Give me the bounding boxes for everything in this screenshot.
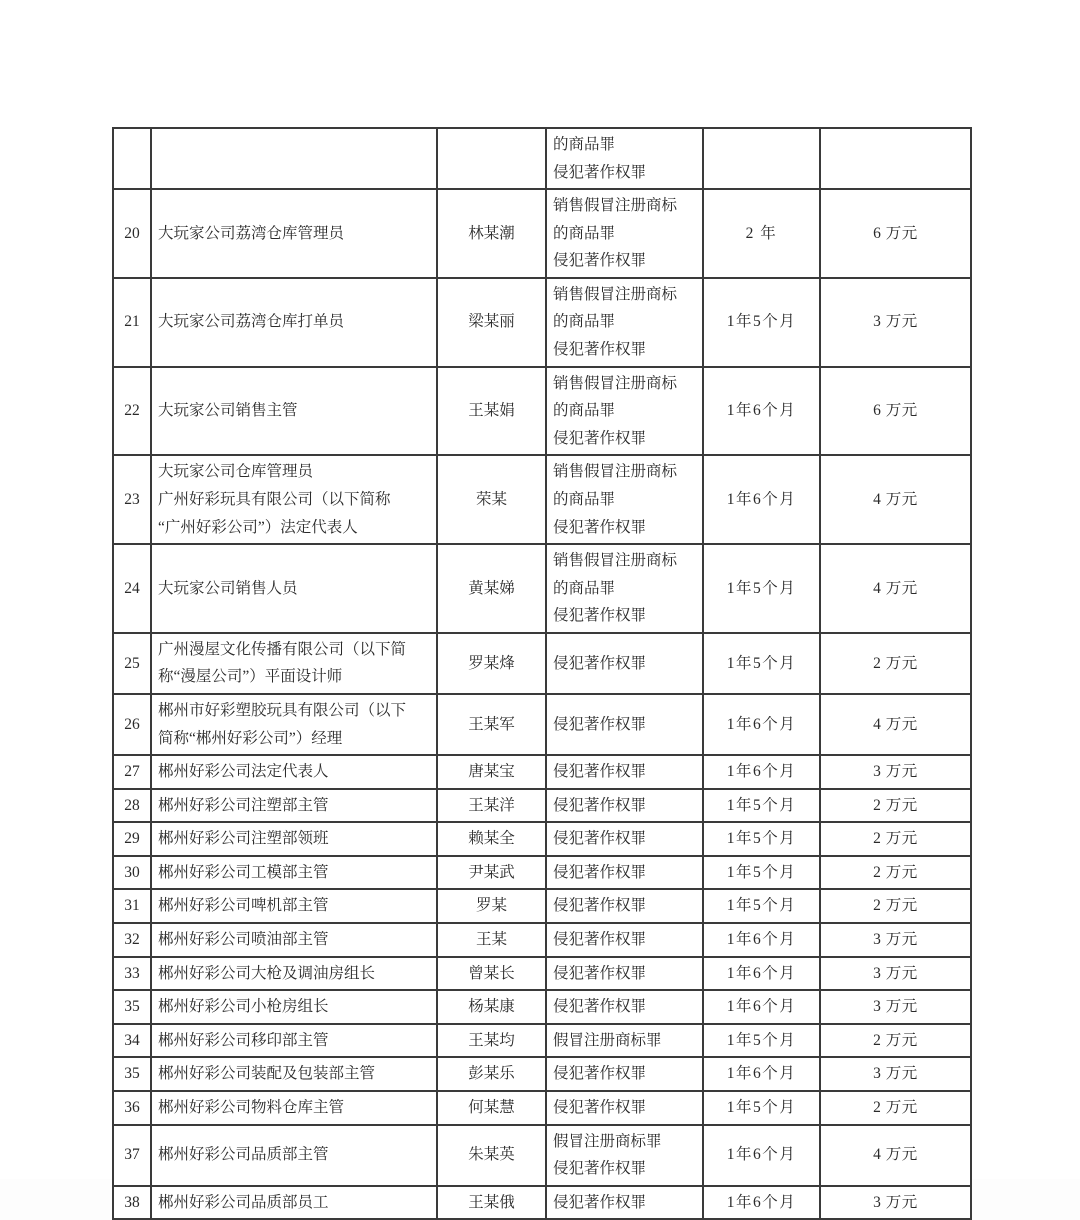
- role-cell: [151, 957, 437, 991]
- role-cell: [151, 1057, 437, 1091]
- defendants-table-body: [113, 128, 971, 1219]
- role-cell: [151, 923, 437, 957]
- crime-cell: [546, 755, 703, 789]
- text-line: 的商品罪: [553, 579, 616, 597]
- seq-cell: 21: [113, 278, 151, 367]
- role-cell: [151, 1024, 437, 1058]
- role-cell: [151, 1186, 437, 1220]
- text-line: 大玩家公司销售主管: [158, 402, 298, 420]
- sentence-cell: [703, 128, 820, 189]
- name-cell: 王某娟: [437, 367, 546, 456]
- seq-cell: 33: [113, 957, 151, 991]
- text-line: 侵犯著作权罪: [553, 341, 647, 359]
- sentence-cell: 2 年: [703, 189, 820, 278]
- role-cell: [151, 822, 437, 856]
- table-row: [113, 633, 971, 694]
- text-line: 的商品罪: [553, 224, 616, 242]
- role-cell: [151, 694, 437, 755]
- text-line: 销售假冒注册商标: [553, 374, 678, 392]
- name-cell: 尹某武: [437, 856, 546, 890]
- seq-cell: 32: [113, 923, 151, 957]
- fine-cell: [820, 128, 971, 189]
- text-line: 侵犯著作权罪: [553, 796, 647, 814]
- text-line: 郴州好彩公司注塑部主管: [158, 796, 329, 814]
- crime-cell: [546, 694, 703, 755]
- fine-cell: 2 万元: [820, 889, 971, 923]
- crime-cell: [546, 278, 703, 367]
- role-cell: [151, 544, 437, 633]
- crime-cell: [546, 923, 703, 957]
- table-row: [113, 1091, 971, 1125]
- text-line: 郴州好彩公司注塑部领班: [158, 830, 329, 848]
- crime-cell: [546, 189, 703, 278]
- text-line: 侵犯著作权罪: [553, 252, 647, 270]
- text-line: 侵犯著作权罪: [553, 863, 647, 881]
- fine-cell: 6 万元: [820, 189, 971, 278]
- seq-cell: 29: [113, 822, 151, 856]
- table-row: [113, 189, 971, 278]
- text-line: 郴州好彩公司啤机部主管: [158, 897, 329, 915]
- crime-cell: [546, 1024, 703, 1058]
- seq-cell: 22: [113, 367, 151, 456]
- fine-cell: 3 万元: [820, 755, 971, 789]
- seq-cell: 30: [113, 856, 151, 890]
- fine-cell: 4 万元: [820, 455, 971, 544]
- name-cell: 王某军: [437, 694, 546, 755]
- role-cell: [151, 1125, 437, 1186]
- name-cell: 罗某烽: [437, 633, 546, 694]
- crime-cell: [546, 1057, 703, 1091]
- table-row: [113, 990, 971, 1024]
- seq-cell: 25: [113, 633, 151, 694]
- text-line: 郴州好彩公司装配及包装部主管: [158, 1065, 376, 1083]
- name-cell: 赖某全: [437, 822, 546, 856]
- role-cell: [151, 367, 437, 456]
- crime-cell: [546, 455, 703, 544]
- text-line: 郴州好彩公司喷油部主管: [158, 931, 329, 949]
- text-line: 简称“郴州好彩公司”）经理: [158, 729, 343, 747]
- role-cell: [151, 278, 437, 367]
- name-cell: 何某慧: [437, 1091, 546, 1125]
- text-line: 的商品罪: [553, 490, 616, 508]
- crime-cell: [546, 367, 703, 456]
- table-row: [113, 957, 971, 991]
- crime-cell: [546, 990, 703, 1024]
- table-row: [113, 1057, 971, 1091]
- sentence-cell: 1年6个月: [703, 694, 820, 755]
- text-line: 销售假冒注册商标: [553, 285, 678, 303]
- text-line: 侵犯著作权罪: [553, 763, 647, 781]
- text-line: 郴州好彩公司品质部主管: [158, 1146, 329, 1164]
- role-cell: [151, 1091, 437, 1125]
- seq-cell: 27: [113, 755, 151, 789]
- fine-cell: 3 万元: [820, 923, 971, 957]
- text-line: 侵犯著作权罪: [553, 715, 647, 733]
- crime-cell: [546, 789, 703, 823]
- fine-cell: 6 万元: [820, 367, 971, 456]
- text-line: 侵犯著作权罪: [553, 931, 647, 949]
- role-cell: [151, 889, 437, 923]
- text-line: 侵犯著作权罪: [553, 897, 647, 915]
- text-line: 侵犯著作权罪: [553, 1098, 647, 1116]
- table-row: [113, 889, 971, 923]
- defendants-table: [112, 127, 972, 1220]
- table-row: [113, 856, 971, 890]
- crime-cell: [546, 544, 703, 633]
- table-row: [113, 128, 971, 189]
- name-cell: 罗某: [437, 889, 546, 923]
- fine-cell: 2 万元: [820, 1024, 971, 1058]
- seq-cell: [113, 128, 151, 189]
- sentence-cell: 1年6个月: [703, 923, 820, 957]
- text-line: 侵犯著作权罪: [553, 429, 647, 447]
- fine-cell: 4 万元: [820, 1125, 971, 1186]
- role-cell: [151, 455, 437, 544]
- text-line: 侵犯著作权罪: [553, 998, 647, 1016]
- name-cell: 梁某丽: [437, 278, 546, 367]
- sentence-cell: 1年5个月: [703, 1091, 820, 1125]
- fine-cell: 2 万元: [820, 1091, 971, 1125]
- fine-cell: 2 万元: [820, 856, 971, 890]
- seq-cell: 35: [113, 1057, 151, 1091]
- role-cell: [151, 856, 437, 890]
- text-line: 郴州好彩公司移印部主管: [158, 1031, 329, 1049]
- crime-cell: [546, 856, 703, 890]
- sentence-cell: 1年6个月: [703, 755, 820, 789]
- text-line: 称“漫屋公司”）平面设计师: [158, 668, 343, 686]
- fine-cell: 2 万元: [820, 789, 971, 823]
- fine-cell: 3 万元: [820, 990, 971, 1024]
- text-line: 侵犯著作权罪: [553, 607, 647, 625]
- text-line: 侵犯著作权罪: [553, 1065, 647, 1083]
- sentence-cell: 1年5个月: [703, 789, 820, 823]
- table-row: [113, 544, 971, 633]
- sentence-cell: 1年5个月: [703, 889, 820, 923]
- sentence-cell: 1年6个月: [703, 1125, 820, 1186]
- role-cell: [151, 189, 437, 278]
- sentence-cell: 1年5个月: [703, 544, 820, 633]
- crime-cell: [546, 1125, 703, 1186]
- crime-cell: [546, 889, 703, 923]
- seq-cell: 38: [113, 1186, 151, 1220]
- text-line: 大玩家公司荔湾仓库管理员: [158, 224, 345, 242]
- table-row: [113, 755, 971, 789]
- fine-cell: 4 万元: [820, 544, 971, 633]
- text-line: 的商品罪: [553, 136, 616, 153]
- table-row: [113, 1024, 971, 1058]
- table-row: [113, 1186, 971, 1220]
- seq-cell: 37: [113, 1125, 151, 1186]
- sentence-cell: 1年5个月: [703, 1024, 820, 1058]
- name-cell: 杨某康: [437, 990, 546, 1024]
- crime-cell: [546, 957, 703, 991]
- table-row: [113, 367, 971, 456]
- text-line: 销售假冒注册商标: [553, 552, 678, 570]
- seq-cell: 26: [113, 694, 151, 755]
- text-line: 侵犯著作权罪: [553, 654, 647, 672]
- text-line: 郴州好彩公司法定代表人: [158, 763, 329, 781]
- sentence-cell: 1年6个月: [703, 1057, 820, 1091]
- text-line: 大玩家公司销售人员: [158, 579, 298, 597]
- table-row: [113, 278, 971, 367]
- name-cell: 林某潮: [437, 189, 546, 278]
- fine-cell: 4 万元: [820, 694, 971, 755]
- crime-cell: [546, 128, 703, 189]
- fine-cell: 3 万元: [820, 1057, 971, 1091]
- seq-cell: 24: [113, 544, 151, 633]
- text-line: 郴州市好彩塑胶玩具有限公司（以下: [158, 701, 407, 719]
- text-line: 郴州好彩公司小枪房组长: [158, 998, 329, 1016]
- sentence-cell: 1年5个月: [703, 822, 820, 856]
- name-cell: 王某洋: [437, 789, 546, 823]
- sentence-cell: 1年6个月: [703, 990, 820, 1024]
- name-cell: 荣某: [437, 455, 546, 544]
- role-cell: [151, 128, 437, 189]
- sentence-cell: 1年6个月: [703, 957, 820, 991]
- name-cell: 王某俄: [437, 1186, 546, 1220]
- text-line: 郴州好彩公司大枪及调油房组长: [158, 964, 376, 982]
- text-line: 郴州好彩公司工模部主管: [158, 863, 329, 881]
- name-cell: 王某: [437, 923, 546, 957]
- text-line: 郴州好彩公司物料仓库主管: [158, 1098, 345, 1116]
- name-cell: 黄某娣: [437, 544, 546, 633]
- text-line: 广州好彩玩具有限公司（以下简称: [158, 490, 391, 508]
- text-line: 的商品罪: [553, 402, 616, 420]
- text-line: 销售假冒注册商标: [553, 197, 678, 215]
- crime-cell: [546, 1091, 703, 1125]
- name-cell: 王某均: [437, 1024, 546, 1058]
- text-line: 大玩家公司荔湾仓库打单员: [158, 313, 345, 331]
- table-row: [113, 694, 971, 755]
- text-line: 侵犯著作权罪: [553, 830, 647, 848]
- name-cell: 朱某英: [437, 1125, 546, 1186]
- seq-cell: 31: [113, 889, 151, 923]
- table-row: [113, 455, 971, 544]
- name-cell: 彭某乐: [437, 1057, 546, 1091]
- seq-cell: 34: [113, 1024, 151, 1058]
- text-line: “广州好彩公司”）法定代表人: [158, 518, 358, 536]
- text-line: 侵犯著作权罪: [553, 518, 647, 536]
- text-line: 销售假冒注册商标: [553, 463, 678, 481]
- name-cell: 唐某宝: [437, 755, 546, 789]
- text-line: 侵犯著作权罪: [553, 1160, 647, 1178]
- crime-cell: [546, 1186, 703, 1220]
- fine-cell: 2 万元: [820, 822, 971, 856]
- text-line: 郴州好彩公司品质部员工: [158, 1193, 329, 1211]
- sentence-cell: 1年5个月: [703, 633, 820, 694]
- table-row: [113, 822, 971, 856]
- table-row: [113, 923, 971, 957]
- sentence-cell: 1年6个月: [703, 455, 820, 544]
- name-cell: 曾某长: [437, 957, 546, 991]
- fine-cell: 3 万元: [820, 1186, 971, 1220]
- seq-cell: 20: [113, 189, 151, 278]
- table-row: [113, 789, 971, 823]
- fine-cell: 2 万元: [820, 633, 971, 694]
- seq-cell: 35: [113, 990, 151, 1024]
- text-line: 侵犯著作权罪: [553, 964, 647, 982]
- role-cell: [151, 990, 437, 1024]
- text-line: 假冒注册商标罪: [553, 1132, 662, 1150]
- sentence-cell: 1年6个月: [703, 1186, 820, 1220]
- seq-cell: 28: [113, 789, 151, 823]
- crime-cell: [546, 822, 703, 856]
- role-cell: [151, 789, 437, 823]
- text-line: 广州漫屋文化传播有限公司（以下简: [158, 640, 407, 658]
- seq-cell: 36: [113, 1091, 151, 1125]
- text-line: 假冒注册商标罪: [553, 1031, 662, 1049]
- role-cell: [151, 633, 437, 694]
- fine-cell: 3 万元: [820, 957, 971, 991]
- text-line: 大玩家公司仓库管理员: [158, 463, 314, 481]
- text-line: 侵犯著作权罪: [553, 163, 647, 181]
- sentence-cell: 1年5个月: [703, 856, 820, 890]
- sentence-cell: 1年5个月: [703, 278, 820, 367]
- crime-cell: [546, 633, 703, 694]
- text-line: 侵犯著作权罪: [553, 1193, 647, 1211]
- fine-cell: 3 万元: [820, 278, 971, 367]
- text-line: 的商品罪: [553, 313, 616, 331]
- sentence-cell: 1年6个月: [703, 367, 820, 456]
- name-cell: [437, 128, 546, 189]
- role-cell: [151, 755, 437, 789]
- seq-cell: 23: [113, 455, 151, 544]
- table-row: [113, 1125, 971, 1186]
